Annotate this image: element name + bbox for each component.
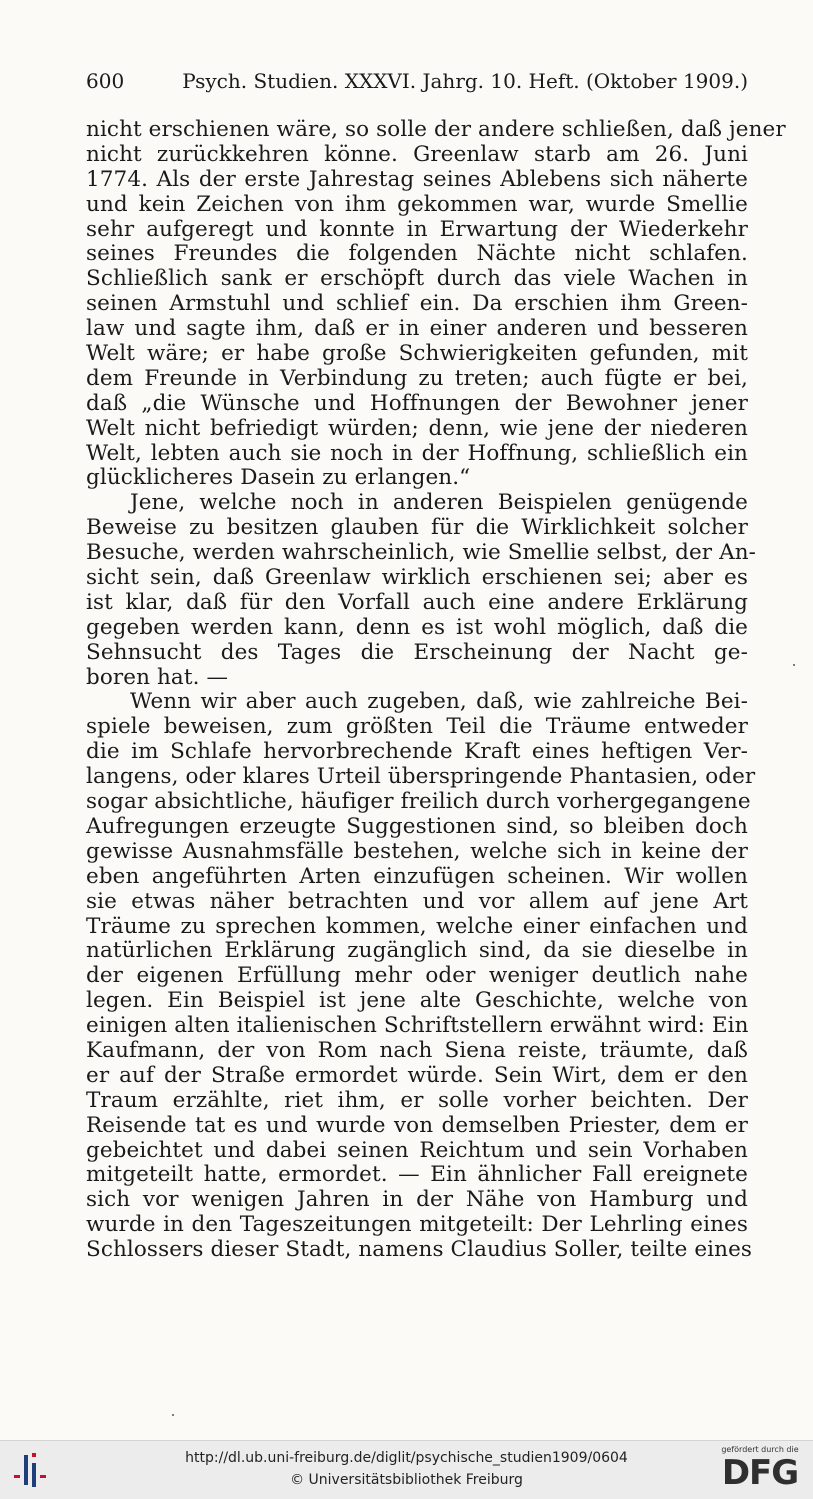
text-line: Schließlich sank er erschöpft durch das viele Wachen in xyxy=(86,266,748,292)
text-line: einigen alten italienischen Schriftstellern erwähnt wird: Ein xyxy=(86,1013,749,1039)
text-line: gegeben werden kann, denn es ist wohl möglich, daß die xyxy=(86,614,748,640)
body-text xyxy=(86,117,786,1263)
text-line: Schlossers dieser Stadt, namens Claudius Soller, teilte eines xyxy=(86,1237,753,1263)
text-line: eben angeführten Arten einzufügen scheinen. Wir wollen xyxy=(86,863,748,889)
text-line: Reisende tat es und wurde von demselben Priester, dem er xyxy=(86,1112,748,1138)
text-line: sogar absichtliche, häufiger freilich durch vorhergegangene xyxy=(86,789,751,815)
text-line: 1774. Als der erste Jahrestag seines Ablebens sich näherte xyxy=(86,166,748,192)
text-line: dem Freunde in Verbindung zu treten; auch fügte er bei, xyxy=(86,365,748,391)
text-line: natürlichen Erklärung zugänglich sind, da sie dieselbe in xyxy=(86,938,748,964)
text-line: gebeichtet und dabei seinen Reichtum und sein Vorhaben xyxy=(86,1137,748,1163)
text-line: wurde in den Tageszeitungen mitgeteilt: Der Lehrling eines xyxy=(86,1212,748,1238)
dfg-tagline: gefördert durch die xyxy=(721,1445,799,1454)
text-line: Traum erzählte, riet ihm, er solle vorher beichten. Der xyxy=(86,1087,748,1113)
text-line: Wenn wir aber auch zugeben, daß, wie zahlreiche Bei- xyxy=(130,689,748,715)
text-line: glücklicheres Dasein zu erlangen.“ xyxy=(86,465,471,491)
text-line: Welt, lebten auch sie noch in der Hoffnung, schließlich ein xyxy=(86,440,748,466)
text-line: Welt nicht befriedigt würden; denn, wie jene der niederen xyxy=(86,415,748,441)
document-url-link[interactable]: http://dl.ub.uni-freiburg.de/diglit/psychische_studien1909/0604 xyxy=(185,1450,628,1466)
text-line: er auf der Straße ermordet würde. Sein Wirt, dem er den xyxy=(86,1062,748,1088)
scan-speck xyxy=(172,1414,174,1416)
text-line: und kein Zeichen von ihm gekommen war, wurde Smellie xyxy=(86,191,748,217)
text-line: Welt wäre; er habe große Schwierigkeiten gefunden, mit xyxy=(86,341,748,367)
text-line: sehr aufgeregt und konnte in Erwartung der Wiederkehr xyxy=(86,216,748,242)
running-header xyxy=(86,68,748,94)
text-line: nicht erschienen wäre, so solle der andere schließen, daß jener xyxy=(86,117,786,142)
text-line: legen. Ein Beispiel ist jene alte Geschichte, welche von xyxy=(86,988,748,1014)
text-line: Kaufmann, der von Rom nach Siena reiste, träumte, daß xyxy=(86,1037,748,1063)
text-line: spiele beweisen, zum größten Teil die Träume entweder xyxy=(86,714,748,740)
text-line: Jene, welche noch in anderen Beispielen genügende xyxy=(130,490,748,516)
running-title: Psych. Studien. XXXVI. Jahrg. 10. Heft. (Oktober 1909.) xyxy=(182,69,748,93)
text-line: mitgeteilt hatte, ermordet. — Ein ähnlicher Fall ereignete xyxy=(86,1162,748,1188)
text-line: gewisse Ausnahmsfälle bestehen, welche sich in keine der xyxy=(86,838,748,864)
text-line: die im Schlafe hervorbrechende Kraft eines heftigen Ver- xyxy=(86,739,748,765)
text-line: sicht sein, daß Greenlaw wirklich erschienen sei; aber es xyxy=(86,565,748,591)
text-line: der eigenen Erfüllung mehr oder weniger deutlich nahe xyxy=(86,963,748,989)
text-line: law und sagte ihm, daß er in einer anderen und besseren xyxy=(86,316,748,342)
text-line: Träume zu sprechen kommen, welche einer einfachen und xyxy=(86,913,748,939)
dfg-logo xyxy=(717,1445,803,1495)
text-line: daß „die Wünsche und Hoffnungen der Bewohner jener xyxy=(86,390,748,416)
text-line: boren hat. — xyxy=(86,664,229,690)
text-line: Sehnsucht des Tages die Erscheinung der Nacht ge- xyxy=(86,639,748,665)
text-line: seines Freundes die folgenden Nächte nicht schlafen. xyxy=(86,241,748,267)
text-line: sich vor wenigen Jahren in der Nähe von Hamburg und xyxy=(86,1187,748,1213)
copyright-notice: © Universitätsbibliothek Freiburg xyxy=(290,1472,523,1488)
text-line: Aufregungen erzeugte Suggestionen sind, so bleiben doch xyxy=(86,813,748,839)
text-line: nicht zurückkehren könne. Greenlaw starb am 26. Juni xyxy=(86,141,748,167)
page-number: 600 xyxy=(86,69,125,93)
dfg-mark: DFG xyxy=(721,1453,799,1493)
text-line: sie etwas näher betrachten und vor allem auf jene Art xyxy=(86,888,748,914)
text-line: langens, oder klares Urteil überspringende Phantasien, oder xyxy=(86,764,756,790)
text-line: Besuche, werden wahrscheinlich, wie Smellie selbst, der An- xyxy=(86,540,757,566)
text-line: seinen Armstuhl und schlief ein. Da erschien ihm Green- xyxy=(86,291,748,317)
text-line: ist klar, daß für den Vorfall auch eine andere Erklärung xyxy=(86,589,748,615)
text-line: Beweise zu besitzen glauben für die Wirklichkeit solcher xyxy=(86,515,748,541)
scan-speck xyxy=(793,664,795,666)
viewer-footer xyxy=(0,1440,813,1499)
